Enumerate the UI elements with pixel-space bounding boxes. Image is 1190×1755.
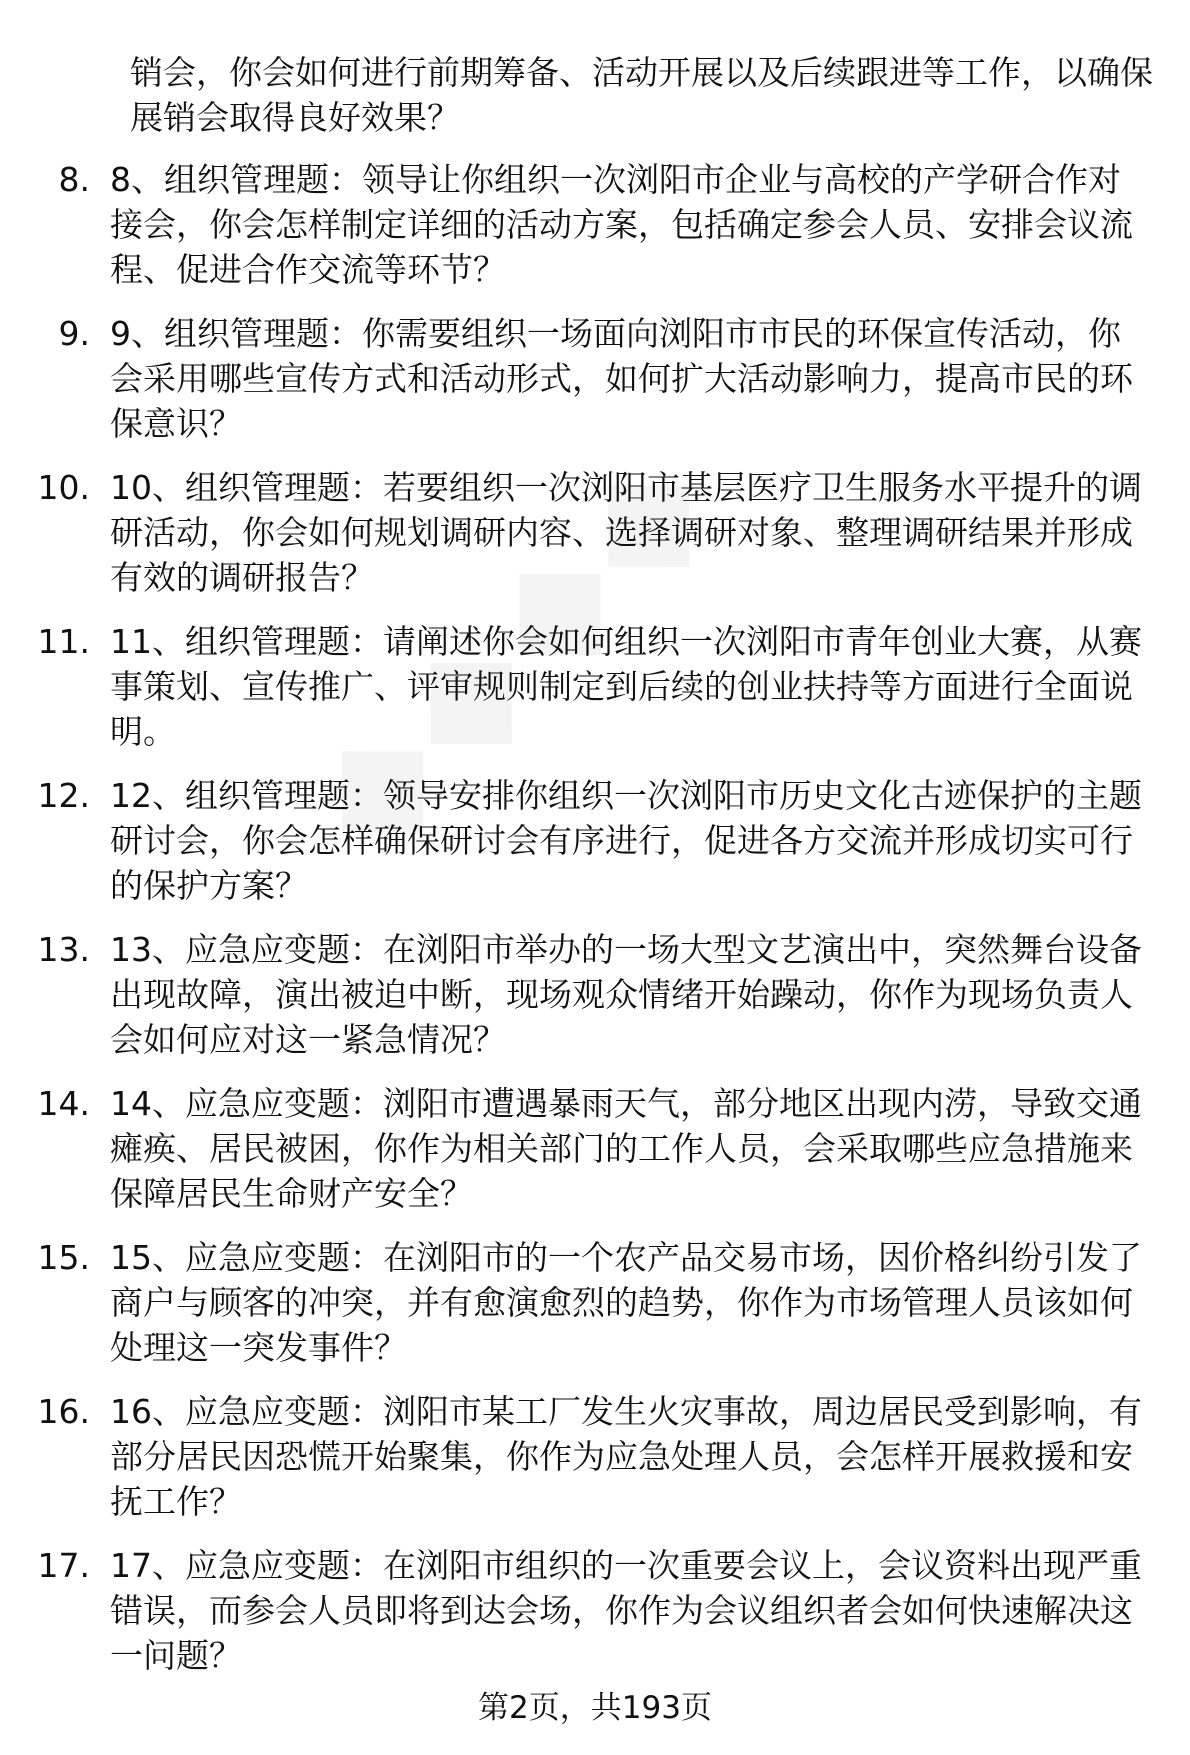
list-item [0,619,1190,754]
item-number: 10. [37,468,90,507]
list-item [0,1235,1190,1370]
item-text: 17、应急应变题：在浏阳市组织的一次重要会议上，会议资料出现严重错误，而参会人员即将到达会场，你作为会议组织者会如何快速解决这一问题？ [110,1546,1142,1675]
list-item [0,773,1190,908]
item-text: 11、组织管理题：请阐述你会如何组织一次浏阳市青年创业大赛，从赛事策划、宣传推广、评审规则制定到后续的创业扶持等方面进行全面说明。 [110,622,1142,751]
list-item [0,311,1190,446]
page-footer: 第2页，共193页 [478,1690,712,1726]
list-item [0,465,1190,600]
item-text: 10、组织管理题：若要组织一次浏阳市基层医疗卫生服务水平提升的调研活动，你会如何规划调研内容、选择调研对象、整理调研结果并形成有效的调研报告？ [110,468,1142,597]
question-list [0,157,1190,1678]
item-number: 17. [37,1546,90,1585]
list-item [0,1081,1190,1216]
page-content [0,50,1190,1697]
item-number: 11. [37,622,90,661]
item-number: 15. [37,1238,90,1277]
item-text: 13、应急应变题：在浏阳市举办的一场大型文艺演出中，突然舞台设备出现故障，演出被迫中断，现场观众情绪开始躁动，你作为现场负责人会如何应对这一紧急情况？ [110,930,1142,1059]
item-text: 14、应急应变题：浏阳市遭遇暴雨天气，部分地区出现内涝，导致交通瘫痪、居民被困，你作为相关部门的工作人员，会采取哪些应急措施来保障居民生命财产安全？ [110,1084,1142,1213]
item-number: 9. [58,314,90,353]
list-item [0,1389,1190,1524]
list-item [0,1543,1190,1678]
item-text: 16、应急应变题：浏阳市某工厂发生火灾事故，周边居民受到影响，有部分居民因恐慌开始聚集，你作为应急处理人员，会怎样开展救援和安抚工作？ [110,1392,1142,1521]
item-text: 8、组织管理题：领导让你组织一次浏阳市企业与高校的产学研合作对接会，你会怎样制定详细的活动方案，包括确定参会人员、安排会议流程、促进合作交流等环节？ [110,160,1133,289]
item-number: 14. [37,1084,90,1123]
item-number: 16. [37,1392,90,1431]
list-item [0,157,1190,292]
item-text: 15、应急应变题：在浏阳市的一个农产品交易市场，因价格纠纷引发了商户与顾客的冲突，并有愈演愈烈的趋势，你作为市场管理人员该如何处理这一突发事件？ [110,1238,1142,1367]
list-item [0,927,1190,1062]
item-text: 12、组织管理题：领导安排你组织一次浏阳市历史文化古迹保护的主题研讨会，你会怎样确保研讨会有序进行，促进各方交流并形成切实可行的保护方案？ [110,776,1142,905]
continuation-text: 销会，你会如何进行前期筹备、活动开展以及后续跟进等工作，以确保展销会取得良好效果？ [130,53,1153,137]
item-number: 8. [58,160,90,199]
item-number: 13. [37,930,90,969]
item-text: 9、组织管理题：你需要组织一场面向浏阳市市民的环保宣传活动，你会采用哪些宣传方式和活动形式，如何扩大活动影响力，提高市民的环保意识？ [110,314,1133,443]
item-number: 12. [37,776,90,815]
